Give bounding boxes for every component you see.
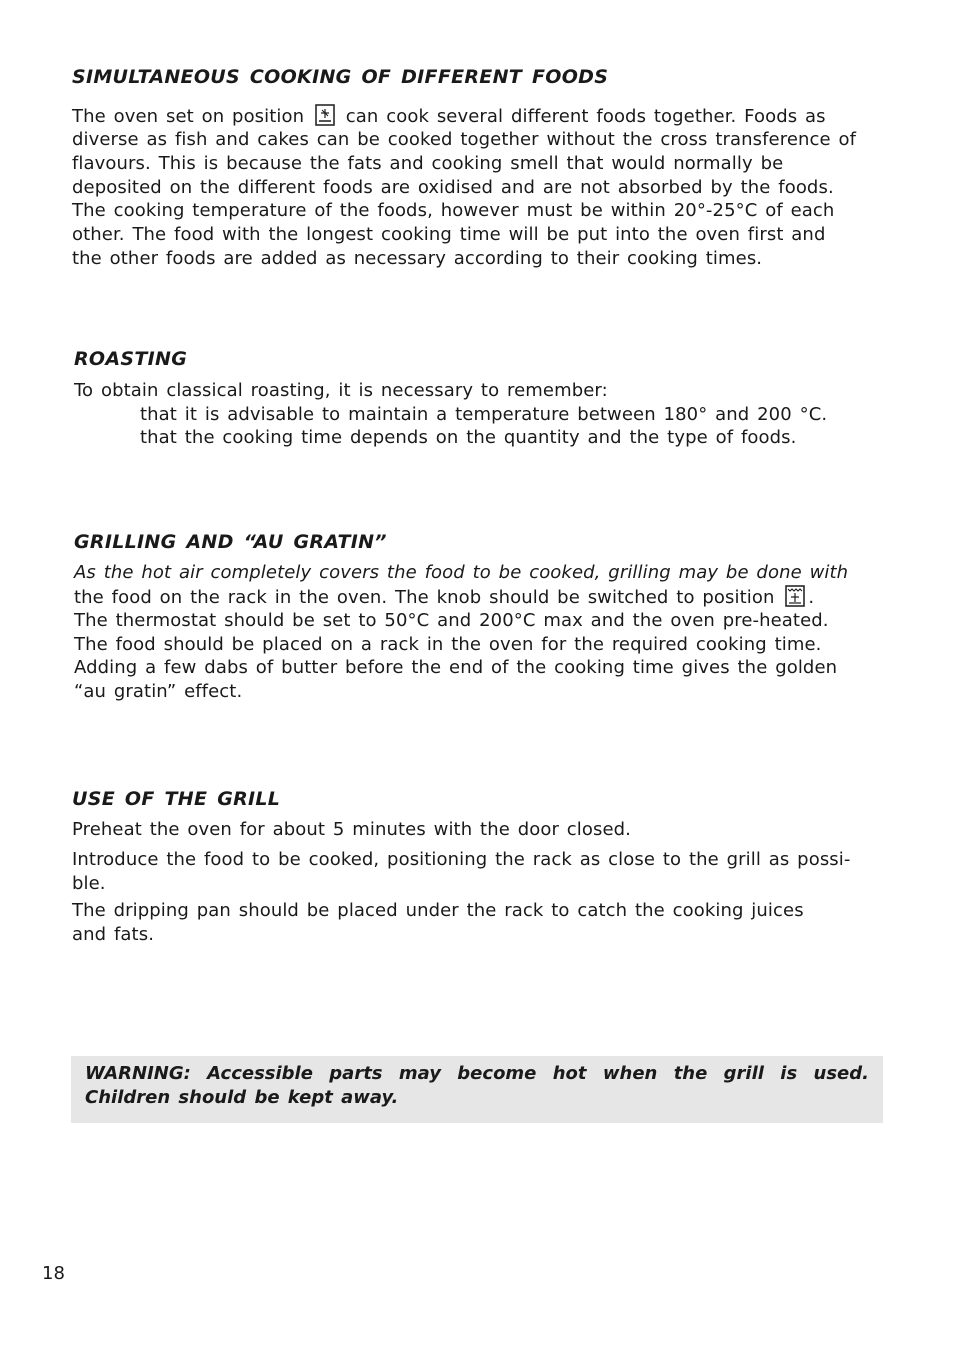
paragraph-line: the other foods are added as necessary according to their cooking times. bbox=[72, 248, 763, 269]
section-heading-use-of-grill: USE OF THE GRILL bbox=[72, 788, 281, 810]
paragraph-line: The thermostat should be set to 50°C and 200°C max and the oven pre-heated. bbox=[74, 610, 829, 631]
warning-text: WARNING: Accessible parts may become hot when the grill is used. Children should be kept away. bbox=[85, 1063, 869, 1108]
paragraph-line: flavours. This is because the fats and cooking smell that would normally be bbox=[72, 153, 784, 174]
warning-box bbox=[71, 1056, 883, 1123]
paragraph-line: To obtain classical roasting, it is necessary to remember: bbox=[74, 380, 608, 401]
paragraph-line: diverse as fish and cakes can be cooked together without the cross transference of bbox=[72, 129, 857, 150]
text-fragment: the food on the rack in the oven. The knob should be switched to position bbox=[74, 587, 775, 608]
paragraph-line: The food should be placed on a rack in the oven for the required cooking time. bbox=[74, 634, 822, 655]
list-item: that it is advisable to maintain a temperature between 180° and 200 °C. bbox=[140, 404, 828, 425]
fan-oven-icon bbox=[315, 104, 335, 126]
paragraph-line: The dripping pan should be placed under the rack to catch the cooking juices bbox=[72, 900, 804, 921]
text-fragment: . bbox=[808, 587, 815, 608]
section-heading-simultaneous-cooking: SIMULTANEOUS COOKING OF DIFFERENT FOODS bbox=[72, 66, 609, 88]
paragraph-line: “au gratin” effect. bbox=[74, 681, 243, 702]
paragraph-line: Preheat the oven for about 5 minutes with the door closed. bbox=[72, 819, 631, 840]
paragraph-line: other. The food with the longest cooking time will be put into the oven first and bbox=[72, 224, 826, 245]
section-heading-roasting: ROASTING bbox=[74, 348, 188, 370]
fan-grill-icon bbox=[785, 585, 805, 607]
paragraph-line: Introduce the food to be cooked, positioning the rack as close to the grill as possi- bbox=[72, 849, 851, 870]
paragraph-line: As the hot air completely covers the food to be cooked, grilling may be done with bbox=[74, 562, 849, 583]
page-number: 18 bbox=[42, 1263, 65, 1284]
list-item: that the cooking time depends on the quantity and the type of foods. bbox=[140, 427, 797, 448]
paragraph-line: and fats. bbox=[72, 924, 155, 945]
section-heading-grilling-au-gratin: GRILLING AND “AU GRATIN” bbox=[74, 531, 387, 553]
paragraph-line: Adding a few dabs of butter before the end of the cooking time gives the golden bbox=[74, 657, 838, 678]
paragraph-line: deposited on the different foods are oxidised and are not absorbed by the foods. bbox=[72, 177, 834, 198]
text-fragment: The oven set on position bbox=[72, 106, 305, 127]
paragraph-line bbox=[74, 585, 814, 610]
paragraph-line: ble. bbox=[72, 873, 106, 894]
paragraph-line: The cooking temperature of the foods, however must be within 20°-25°C of each bbox=[72, 200, 835, 221]
paragraph-line bbox=[72, 104, 826, 129]
text-fragment: can cook several different foods together. Foods as bbox=[345, 106, 826, 127]
